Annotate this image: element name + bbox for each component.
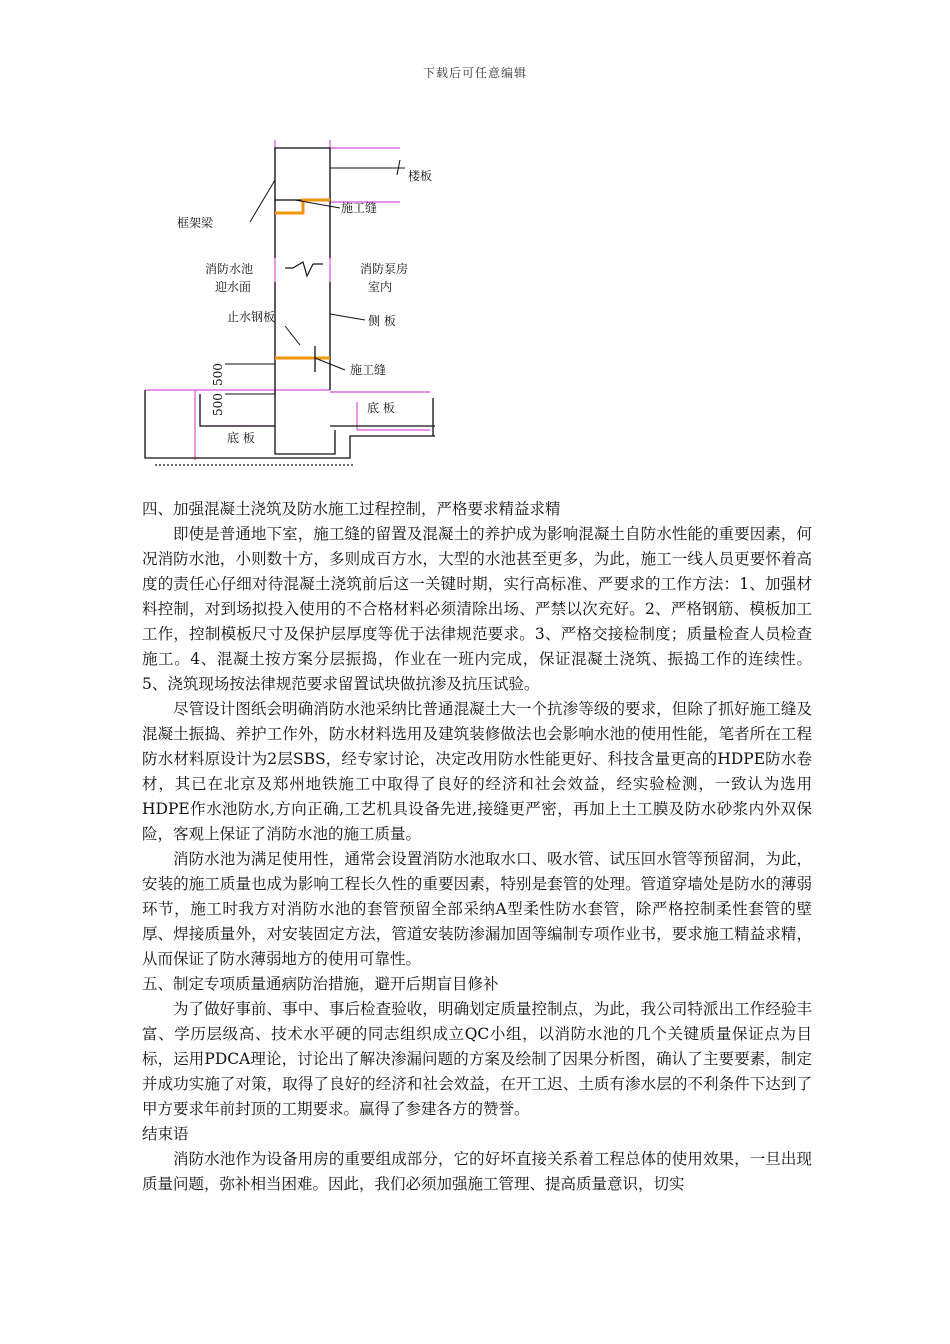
label-zhishuigangban: 止水钢板: [227, 310, 276, 324]
conclusion-paragraph-1: 消防水池作为设备用房的重要组成部分，它的好坏直接关系着工程总体的使用效果，一旦出现质量问题，弥补相当困难。因此，我们必须加强施工管理、提高质量意识，切实: [142, 1150, 812, 1193]
section5-heading: 五、制定专项质量通病防治措施，避开后期盲目修补: [142, 975, 499, 993]
structure-outline: [145, 148, 435, 465]
waterstop-lines: [275, 200, 330, 358]
page-header: 下载后可任意编辑: [422, 66, 527, 80]
conclusion-heading: 结束语: [142, 1125, 189, 1143]
construction-joint-diagram: [135, 140, 435, 470]
label-louban: 楼板: [408, 169, 433, 183]
label-shigongfeng-top: 施工缝: [341, 201, 378, 215]
section4-paragraph-3: 消防水池为满足使用性，通常会设置消防水池取水口、吸水管、试压回水管等预留洞，为此，安装的施工质量也成为影响工程长久性的重要因素，特别是套管的处理。管道穿墙处是防水的薄弱环节，施工时我方对消防水池的套管预留全部采纳A型柔性防水套管，除严格控制柔性套管的壁厚、焊接质量外，对安装固定方法，管道安装防渗漏加固等编制专项作业书，要求施工精益求精，从而保证了防水薄弱地方的使用可靠性。: [142, 850, 812, 968]
label-xiaofangbengfang: 消防泵房: [360, 262, 409, 276]
section5-paragraph-1: 为了做好事前、事中、事后检查验收，明确划定质量控制点，为此，我公司特派出工作经验丰富、学历层级高、技术水平硬的同志组织成立QC小组，以消防水池的几个关键质量保证点为目标，运用PDCA理论，讨论出了解决渗漏问题的方案及绘制了因果分析图，确认了主要要素，制定并成功实施了对策，取得了良好的经济和社会效益，在开工迟、土质有渗水层的不利条件下达到了甲方要求年前封顶的工期要求。赢得了参建各方的赞誉。: [142, 1000, 812, 1118]
section4-paragraph-1: 即使是普通地下室，施工缝的留置及混凝土的养护成为影响混凝土自防水性能的重要因素，何况消防水池，小则数十方，多则成百方水，大型的水池甚至更多，为此，施工一线人员更要怀着高度的责任心仔细对待混凝土浇筑前后这一关键时期，实行高标准、严要求的工作方法：1、加强材料控制，对到场拟投入使用的不合格材料必须清除出场、严禁以次充好。2、严格钢筋、模板加工工作，控制模板尺寸及保护层厚度等优于法律规范要求。3、严格交接检制度；质量检查人员检查施工。4、混凝土按方案分层振捣，作业在一班内完成，保证混凝土浇筑、振捣工作的连续性。5、浇筑现场按法律规范要求留置试块做抗渗及抗压试验。: [142, 525, 812, 693]
section4-heading: 四、加强混凝土浇筑及防水施工过程控制，严格要求精益求精: [142, 500, 561, 518]
diagram-svg: [135, 140, 435, 470]
label-ceban: 侧 板: [368, 314, 396, 328]
label-diban-right: 底 板: [367, 401, 395, 415]
label-shigongfeng-bottom: 施工缝: [350, 363, 387, 377]
label-dim-lower: 500: [211, 393, 225, 416]
label-kuangjialiang: 框架梁: [177, 216, 214, 230]
article-body: [142, 497, 812, 1197]
section4-paragraph-2: 尽管设计图纸会明确消防水池采纳比普通混凝土大一个抗渗等级的要求，但除了抓好施工缝及混凝土振捣、养护工作外，防水材料选用及建筑装修做法也会影响水池的使用性能，笔者所在工程防水材料原设计为2层SBS，经专家讨论，决定改用防水性能更好、科技含量更高的HDPE防水卷材，其已在北京及郑州地铁施工中取得了良好的经济和社会效益，经实验检测，一致认为选用HDPE作水池防水,方向正确,工艺机具设备先进,接缝更严密，再加上土工膜及防水砂浆内外双保险，客观上保证了消防水池的施工质量。: [142, 700, 812, 843]
label-diban-bottom: 底 板: [227, 431, 255, 445]
label-yingshuimian: 迎水面: [215, 280, 252, 294]
label-dim-upper: 500: [211, 363, 225, 386]
break-mark: [285, 262, 323, 276]
label-xiaofangshuichi: 消防水池: [205, 262, 254, 276]
label-shinei: 室内: [368, 280, 393, 294]
